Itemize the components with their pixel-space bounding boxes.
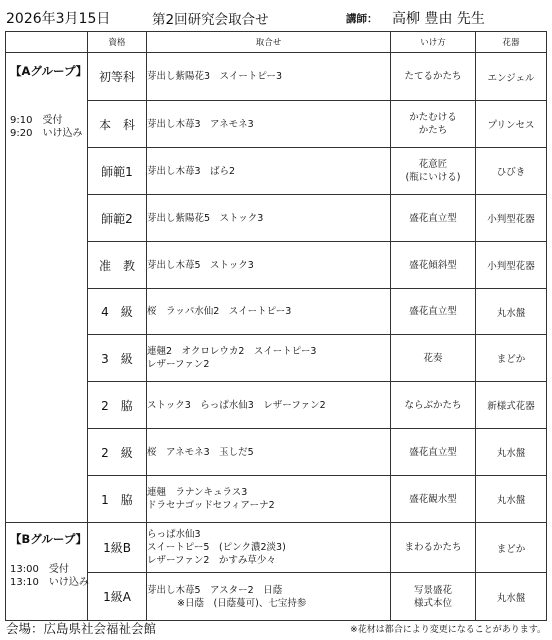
table-row [6, 335, 547, 382]
vase-cell: 新様式花器 [476, 382, 547, 429]
material-line: 連翹2 オクロレウカ2 スイートピー3 [147, 346, 317, 357]
style-cell [391, 335, 476, 382]
table-row [6, 476, 547, 523]
material-line: らっぱ水仙3 [147, 529, 201, 540]
header-rank: 資格 [88, 32, 147, 53]
materials-cell [147, 335, 391, 382]
material-note: ※日蔭 (日蔭蔓可)、七宝持参 [177, 597, 307, 609]
material-line: 連翹 ラナンキュラス3 [147, 487, 248, 498]
rank-cell: 師範2 [88, 195, 147, 242]
style-line: 盛花観水型 [409, 493, 457, 505]
table-row [6, 242, 547, 289]
style-cell [391, 242, 476, 289]
page-footer [0, 619, 552, 639]
materials-cell [147, 476, 391, 523]
rank-cell: 1 脇 [88, 476, 147, 523]
instructor-name: 高柳 豊由 先生 [392, 11, 485, 27]
vase-cell: エンジェル [476, 53, 547, 101]
table-row [6, 382, 547, 429]
vase-cell: 小判型花器 [476, 242, 547, 289]
group-times [10, 563, 87, 589]
event-date: 2026年3月15日 [6, 11, 111, 27]
table-row [6, 523, 547, 573]
style-line: ならぶかたち [404, 399, 462, 411]
vase-cell: まどか [476, 335, 547, 382]
group-times [10, 114, 87, 140]
style-line: 花奏 [423, 352, 443, 364]
materials-cell [147, 101, 391, 148]
style-cell [391, 289, 476, 335]
material-line: 芽出し木苺3 ばら2 [147, 165, 236, 177]
materials-cell [147, 429, 391, 476]
table-header-row [6, 32, 547, 53]
rank-cell: 3 級 [88, 335, 147, 382]
header-group [6, 32, 88, 53]
rank-cell: 本 科 [88, 101, 147, 148]
style-line: 盛花傾斜型 [409, 259, 457, 271]
table-row [6, 195, 547, 242]
material-line: ストック3 らっぱ水仙3 レザーファン2 [147, 399, 326, 411]
vase-cell: 小判型花器 [476, 195, 547, 242]
style-cell [391, 53, 476, 101]
table-row [6, 429, 547, 476]
vase-cell: 丸水盤 [476, 476, 547, 523]
style-cell [391, 429, 476, 476]
rank-cell: 准 教 [88, 242, 147, 289]
style-line: 盛花直立型 [409, 306, 457, 317]
venue: 会場：広島県社会福祉会館 [6, 621, 157, 636]
style-line: (瓶にいける) [405, 172, 461, 183]
group-a-cell [6, 53, 88, 523]
schedule-table [5, 31, 547, 621]
rank-cell: 1級A [88, 573, 147, 621]
group-b-cell [6, 523, 88, 621]
materials-cell [147, 289, 391, 335]
vase-cell: 丸水盤 [476, 289, 547, 335]
style-cell [391, 523, 476, 573]
rank-cell: 2 級 [88, 429, 147, 476]
table-row [6, 148, 547, 195]
material-line: 桜 ラッパ水仙2 スイートピー3 [147, 306, 292, 317]
style-cell [391, 476, 476, 523]
style-line: たてるかたち [404, 71, 462, 82]
time-entry: 13:10 いけ込み [10, 577, 89, 588]
material-line: レザーファン2 かすみ草少々 [147, 555, 276, 566]
style-cell [391, 382, 476, 429]
time-entry: 9:20 いけ込み [10, 128, 83, 139]
style-cell [391, 573, 476, 621]
style-cell [391, 101, 476, 148]
header-style: いけ方 [391, 32, 476, 53]
materials-cell [147, 195, 391, 242]
material-line: レザーファン2 [147, 359, 210, 370]
time-entry: 9:10 受付 [10, 115, 63, 126]
material-line: ドラセナゴッドセフィアーナ2 [147, 500, 275, 511]
time-entry: 13:00 受付 [10, 564, 69, 575]
instructor-label: 講師： [346, 13, 378, 25]
material-line: 桜 アネモネ3 玉しだ5 [147, 446, 254, 458]
material-line: 芽出し紫陽花5 ストック3 [147, 212, 264, 224]
vase-cell: 丸水盤 [476, 573, 547, 621]
table-row [6, 289, 547, 335]
table-row [6, 53, 547, 101]
style-line: 花意匠 [418, 159, 448, 170]
material-line: 芽出し木苺3 アネモネ3 [147, 118, 254, 130]
material-line: 芽出し木苺5 アスター2 日蔭 [147, 584, 283, 596]
materials-cell [147, 573, 391, 621]
style-line: 盛花直立型 [409, 446, 457, 458]
style-line: 様式本位 [413, 597, 452, 609]
material-line: 芽出し木苺5 ストック3 [147, 259, 254, 271]
rank-cell: 2 脇 [88, 382, 147, 429]
vase-cell: まどか [476, 523, 547, 573]
table-row [6, 101, 547, 148]
material-line: 芽出し紫陽花3 スイートピー3 [147, 71, 283, 82]
group-label: 【Bグループ】 [10, 532, 87, 546]
materials-cell [147, 382, 391, 429]
vase-cell: 丸水盤 [476, 429, 547, 476]
style-line: 写景盛花 [413, 584, 452, 596]
group-label: 【Aグループ】 [10, 64, 88, 78]
materials-cell [147, 148, 391, 195]
header-vase: 花器 [476, 32, 547, 53]
style-line: かたち [418, 125, 448, 136]
page-title: 第2回研究会取合せ [152, 12, 269, 28]
style-line: 盛花直立型 [409, 212, 457, 224]
vase-cell: ひびき [476, 148, 547, 195]
style-cell [391, 195, 476, 242]
style-cell [391, 148, 476, 195]
rank-cell: 4 級 [88, 289, 147, 335]
footer-note: ※花材は都合により変更になることがあります。 [350, 625, 546, 635]
materials-cell [147, 523, 391, 573]
rank-cell: 師範1 [88, 148, 147, 195]
header-materials: 取合せ [147, 32, 391, 53]
rank-cell: 1級B [88, 523, 147, 573]
vase-cell: プリンセス [476, 101, 547, 148]
materials-cell [147, 53, 391, 101]
rank-cell: 初等科 [88, 53, 147, 101]
style-line: まわるかたち [404, 542, 462, 553]
style-line: かたむける [409, 112, 457, 123]
materials-cell [147, 242, 391, 289]
page-header [0, 0, 552, 30]
material-line: スイートピー5 (ピンク濃2淡3) [147, 542, 286, 553]
